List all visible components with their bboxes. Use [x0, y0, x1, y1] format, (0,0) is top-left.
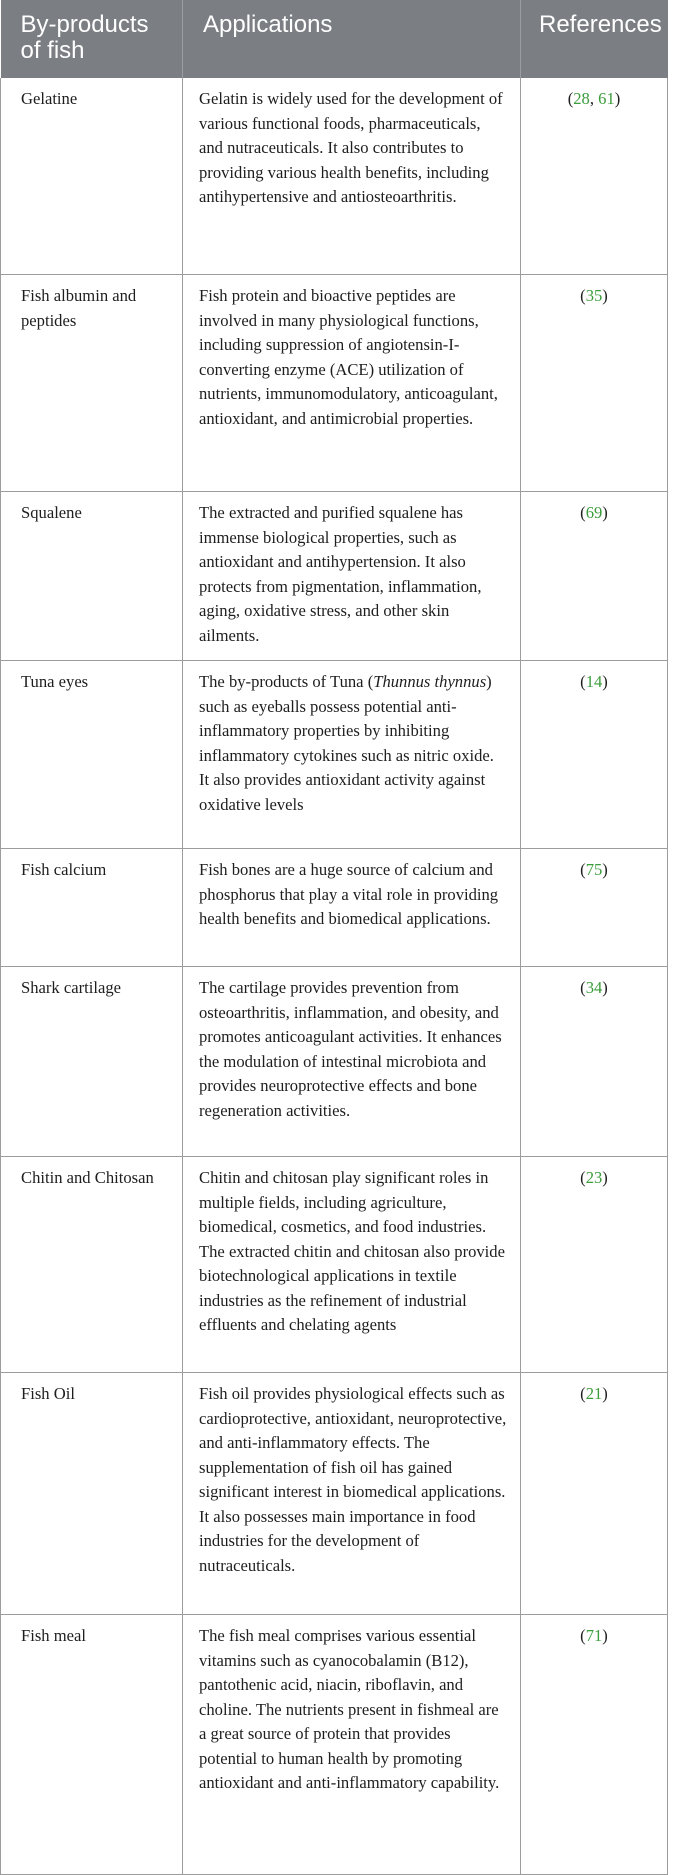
citation-link[interactable]: 69	[585, 503, 603, 522]
byproduct-cell: Squalene	[1, 492, 183, 661]
table-row	[1, 78, 668, 275]
table-body	[1, 78, 668, 1875]
application-cell: The extracted and purified squalene has immense biological properties, such as antioxidant and antihypertension. It also protects from pigmentation, inflammation, aging, oxidative stress, and other skin ailments.	[183, 492, 521, 661]
application-cell: Gelatin is widely used for the development of various functional foods, pharmaceuticals, and nutraceuticals. It also contributes to providing various health benefits, including antihypertensive and antiosteoarthritis.	[183, 78, 521, 275]
citation-link[interactable]: 71	[585, 1626, 603, 1645]
table-row	[1, 1615, 668, 1875]
citation-link[interactable]: 21	[585, 1384, 603, 1403]
reference-cell: (34)	[521, 967, 668, 1157]
citation-link[interactable]: 14	[585, 672, 603, 691]
citation-link[interactable]: 61	[598, 89, 615, 108]
reference-cell: (69)	[521, 492, 668, 661]
application-cell: Fish bones are a huge source of calcium and phosphorus that play a vital role in providing health benefits and biomedical applications.	[183, 849, 521, 967]
table-row	[1, 1373, 668, 1615]
header-row	[1, 0, 668, 78]
header-applications: Applications	[183, 0, 521, 78]
species-name: Thunnus thynnus	[373, 672, 487, 691]
application-text: ) such as eyeballs possess potential anti-inflammatory properties by inhibiting inflammatory cytokines such as nitric oxide. It also provides antioxidant activity against oxidative levels	[199, 672, 494, 814]
byproduct-cell: Fish Oil	[1, 1373, 183, 1615]
application-cell: The fish meal comprises various essential vitamins such as cyanocobalamin (B12), pantothenic acid, niacin, riboflavin, and choline. The nutrients present in fishmeal are a great source of protein that provides potential to human health by promoting antioxidant and anti-inflammatory capability.	[183, 1615, 521, 1875]
reference-cell: (21)	[521, 1373, 668, 1615]
byproduct-cell: Fish calcium	[1, 849, 183, 967]
table-header	[1, 0, 668, 78]
application-cell: Chitin and chitosan play significant roles in multiple fields, including agriculture, biomedical, cosmetics, and food industries. The extracted chitin and chitosan also provide biotechnological applications in textile industries as the refinement of industrial effluents and chelating agents	[183, 1157, 521, 1373]
application-cell	[183, 661, 521, 849]
application-cell: The cartilage provides prevention from osteoarthritis, inflammation, and obesity, and promotes anticoagulant activities. It enhances the modulation of intestinal microbiota and provides neuroprotective effects and bone regeneration activities.	[183, 967, 521, 1157]
reference-cell: (35)	[521, 275, 668, 492]
byproduct-cell: Fish albumin and peptides	[1, 275, 183, 492]
header-references: References	[521, 0, 668, 78]
citation-link[interactable]: 35	[585, 286, 603, 305]
reference-cell: (28, 61)	[521, 78, 668, 275]
byproduct-cell: Fish meal	[1, 1615, 183, 1875]
citation-link[interactable]: 75	[585, 860, 603, 879]
application-cell: Fish oil provides physiological effects such as cardioprotective, antioxidant, neuroprotective, and anti-inflammatory effects. The supplementation of fish oil has gained significant interest in biomedical applications. It also possesses main importance in food industries for the development of nutraceuticals.	[183, 1373, 521, 1615]
table-row	[1, 967, 668, 1157]
table-row	[1, 492, 668, 661]
application-cell: Fish protein and bioactive peptides are involved in many physiological functions, including suppression of angiotensin-I-converting enzyme (ACE) utilization of nutrients, immunomodulatory, anticoagulant, antioxidant, and antimicrobial properties.	[183, 275, 521, 492]
byproduct-cell: Gelatine	[1, 78, 183, 275]
byproduct-cell: Tuna eyes	[1, 661, 183, 849]
table-row	[1, 1157, 668, 1373]
byproduct-cell: Shark cartilage	[1, 967, 183, 1157]
application-text: The by-products of Tuna (	[199, 672, 374, 691]
header-byproducts: By-products of fish	[1, 0, 183, 78]
citation-link[interactable]: 23	[585, 1168, 603, 1187]
byproduct-cell: Chitin and Chitosan	[1, 1157, 183, 1373]
table-row	[1, 661, 668, 849]
reference-cell: (23)	[521, 1157, 668, 1373]
citation-link[interactable]: 34	[585, 978, 603, 997]
reference-cell: (71)	[521, 1615, 668, 1875]
table-row	[1, 275, 668, 492]
citation-link[interactable]: 28	[573, 89, 590, 108]
table-row	[1, 849, 668, 967]
reference-cell: (75)	[521, 849, 668, 967]
reference-cell: (14)	[521, 661, 668, 849]
